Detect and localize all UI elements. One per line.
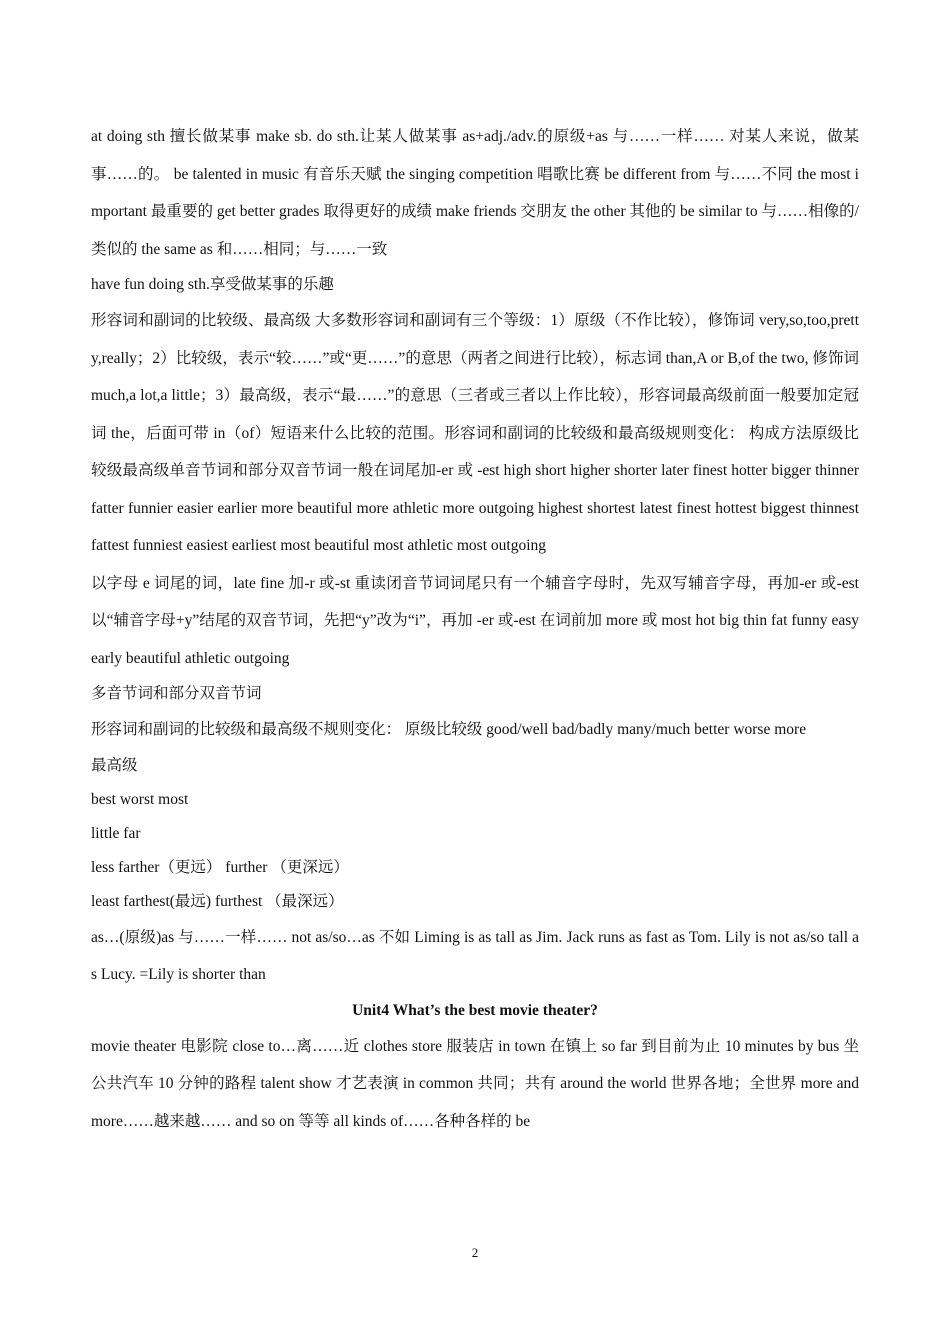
page-number: 2	[471, 1245, 479, 1260]
paragraph-irregular: 形容词和副词的比较级和最高级不规则变化： 原级比较级 good/well bad/badly many/much better worse more	[91, 721, 807, 738]
document-body	[91, 118, 859, 1140]
paragraph-comparison-rules: 形容词和副词的比较级、最高级 大多数形容词和副词有三个等级：1）原级（不作比较），修饰词 very,so,too,pretty,really；2）比较级，表示“较……”或“更……”的意思（两者之间进行比较），标志词 than,A or B,of the two, 修饰词 much,a lot,a little；3）最高级，表示“最……”的意思（三者或三者以上作比较），形容词最高级前面一般要加定冠词 the，后面可带 in（of）短语来什么比较的范围。形容词和副词的比较级和最高级规则变化： 构成方法原级比较级最高级单音节词和部分双音节词一般在词尾加-er 或 -est high short higher shorter later finest hotter bigger thinner fatter funnier easier earlier more beautiful more athletic more outgoing highest shortest latest finest hottest biggest thinnest fattest funniest easiest earliest most beautiful most athletic most outgoing	[91, 312, 859, 554]
paragraph-best-worst-most: best worst most	[91, 790, 189, 808]
paragraph-spelling-rules: 以字母 e 词尾的词，late fine 加-r 或-st 重读闭音节词词尾只有一个辅音字母时，先双写辅音字母，再加-er 或-est 以“辅音字母+y”结尾的双音节词，先把“y”改为“i”，再加 -er 或-est 在词前加 more 或 most hot big thin fat funny easy early beautiful athletic outgoing	[91, 574, 859, 667]
unit-heading: Unit4 What’s the best movie theater?	[352, 1001, 598, 1019]
paragraph-less-farther: less farther（更远） further （更深远）	[91, 858, 349, 876]
paragraph-unit4-phrases: movie theater 电影院 close to…离……近 clothes store 服装店 in town 在镇上 so far 到目前为止 10 minutes by bus 坐公共汽车 10 分钟的路程 talent show 才艺表演 in common 共同；共有 around the world 世界各地；全世界 more and more……越来越…… and so on 等等 all kinds of……各种各样的 be	[91, 1037, 859, 1130]
paragraph-least-farthest: least farthest(最远) furthest （最深远）	[91, 892, 344, 910]
paragraph-little-far: little far	[91, 824, 141, 842]
paragraph-as-as: as…(原级)as 与……一样…… not as/so…as 不如 Liming is as tall as Jim. Jack runs as fast as Tom. Lily is not as/so tall as Lucy. =Lily is shorter than	[91, 928, 859, 983]
paragraph-superlative-label: 最高级	[91, 756, 138, 774]
paragraph-phrases: at doing sth 擅长做某事 make sb. do sth.让某人做某事 as+adj./adv.的原级+as 与……一样…… 对某人来说，做某事……的。 be talented in music 有音乐天赋 the singing competition 唱歌比赛 be different from 与……不同 the most important 最重要的 get better grades 取得更好的成绩 make friends 交朋友 the other 其他的 be similar to 与……相像的/类似的 the same as 和……相同；与……一致	[91, 128, 859, 258]
paragraph-have-fun: have fun doing sth.享受做某事的乐趣	[91, 276, 334, 293]
paragraph-multisyllable: 多音节词和部分双音节词	[91, 685, 262, 702]
